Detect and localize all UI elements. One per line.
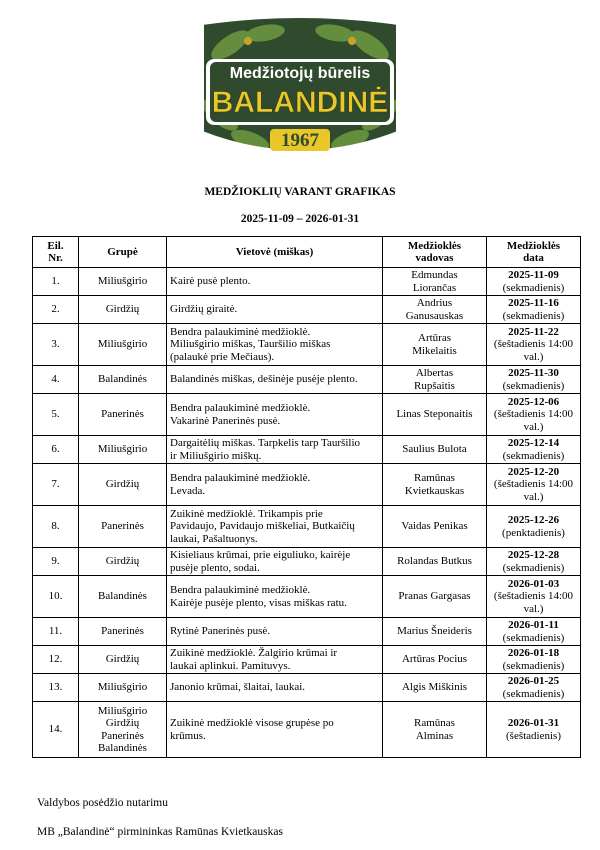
row-number: 9.	[33, 548, 79, 576]
row-location: Zuikinė medžioklė. Trikampis prie Pavidaujo, Pavidaujo miškeliai, Butkaičių laukai, Pašaltuonys.	[167, 506, 383, 548]
row-group: Girdžių	[79, 646, 167, 674]
document-title: MEDŽIOKLIŲ VARANT GRAFIKAS	[204, 186, 396, 198]
row-leader: Ramūnas Kvietkauskas	[383, 464, 487, 506]
header-group: Grupė	[79, 237, 167, 268]
row-leader: Linas Steponaitis	[383, 394, 487, 436]
row-location: Bendra palaukiminė medžioklė. Miliušgirio miškas, Tauršilio miškas (palaukė prie Mečiaus).	[167, 324, 383, 366]
row-group: Miliušgirio	[79, 324, 167, 366]
row-group: Girdžių	[79, 464, 167, 506]
table-row	[33, 436, 581, 464]
table-row	[33, 268, 581, 296]
hunt-weekday: (šeštadienis 14:00 val.)	[493, 338, 574, 363]
table-row	[33, 576, 581, 618]
table-row	[33, 366, 581, 394]
row-group: Panerinės	[79, 506, 167, 548]
hunt-date: 2025-12-06	[507, 395, 560, 408]
row-leader: Artūras Mikelaitis	[383, 324, 487, 366]
row-number: 1.	[33, 268, 79, 296]
row-leader: Ramūnas Alminas	[383, 702, 487, 758]
hunt-date: 2026-01-18	[507, 647, 560, 659]
hunt-schedule-table	[32, 236, 581, 758]
row-leader: Andrius Ganusauskas	[383, 296, 487, 324]
header-nr: Eil. Nr.	[33, 237, 79, 268]
row-leader: Vaidas Penikas	[383, 506, 487, 548]
row-leader: Marius Šneideris	[383, 618, 487, 646]
table-row	[33, 324, 581, 366]
hunt-date: 2025-12-28	[507, 549, 560, 561]
hunt-weekday: (sekmadienis)	[502, 449, 565, 462]
row-location: Bendra palaukiminė medžioklė. Levada.	[167, 464, 383, 506]
hunt-date: 2026-01-11	[508, 619, 559, 631]
row-location: Dargaitėlių miškas. Tarpkelis tarp Tauršilio ir Miliušgirio miškų.	[167, 436, 383, 464]
row-date	[487, 548, 581, 576]
footer-resolution: Valdybos posėdžio nutarimu	[37, 797, 168, 809]
row-date	[487, 702, 581, 758]
row-leader: Edmundas Liorančas	[383, 268, 487, 296]
row-location: Janonio krūmai, šlaitai, laukai.	[167, 674, 383, 702]
hunt-date: 2026-01-25	[507, 675, 560, 687]
row-group: Girdžių	[79, 548, 167, 576]
logo-line1: Medžiotojų būrelis	[229, 65, 371, 82]
row-location: Girdžių giraitė.	[167, 296, 383, 324]
row-group: Balandinės	[79, 366, 167, 394]
hunt-weekday: (šeštadienis 14:00 val.)	[493, 478, 574, 503]
hunt-weekday: (penktadienis)	[502, 526, 565, 539]
table-row	[33, 464, 581, 506]
row-number: 5.	[33, 394, 79, 436]
row-group: Miliušgirio	[79, 436, 167, 464]
row-group: Miliušgirio	[79, 674, 167, 702]
row-date	[487, 296, 581, 324]
hunt-weekday: (sekmadienis)	[502, 631, 565, 644]
document-period: 2025-11-09 – 2026-01-31	[240, 213, 360, 225]
hunt-date: 2025-12-20	[507, 465, 560, 478]
table-row	[33, 296, 581, 324]
row-group: Panerinės	[79, 618, 167, 646]
row-date	[487, 268, 581, 296]
row-leader: Rolandas Butkus	[383, 548, 487, 576]
hunt-weekday: (sekmadienis)	[502, 659, 565, 672]
footer-signature: MB „Balandinė“ pirmininkas Ramūnas Kvietkauskas	[37, 826, 283, 838]
logo-line2: BALANDINĖ	[211, 86, 389, 119]
header-date: Medžioklės data	[487, 237, 581, 268]
row-number: 3.	[33, 324, 79, 366]
hunt-date: 2025-11-09	[508, 269, 559, 281]
hunt-weekday: (sekmadienis)	[502, 687, 565, 700]
hunt-weekday: (sekmadienis)	[502, 561, 565, 574]
row-date	[487, 436, 581, 464]
row-location: Rytinė Panerinės pusė.	[167, 618, 383, 646]
hunt-date: 2025-12-14	[507, 437, 560, 449]
row-group: Miliušgirio	[79, 268, 167, 296]
table-header-row	[33, 237, 581, 268]
header-location: Vietovė (miškas)	[167, 237, 383, 268]
table-row	[33, 646, 581, 674]
hunt-date: 2025-12-26	[507, 514, 560, 526]
row-number: 6.	[33, 436, 79, 464]
row-location: Bendra palaukiminė medžioklė. Vakarinė Panerinės pusė.	[167, 394, 383, 436]
row-date	[487, 324, 581, 366]
table-row	[33, 618, 581, 646]
row-leader: Pranas Gargasas	[383, 576, 487, 618]
row-leader: Albertas Rupšaitis	[383, 366, 487, 394]
row-location: Zuikinė medžioklė visose grupėse po krūmus.	[167, 702, 383, 758]
row-group: Panerinės	[79, 394, 167, 436]
row-number: 2.	[33, 296, 79, 324]
club-logo	[190, 15, 410, 165]
row-number: 12.	[33, 646, 79, 674]
row-number: 8.	[33, 506, 79, 548]
table-row	[33, 702, 581, 758]
row-leader: Saulius Bulota	[383, 436, 487, 464]
hunt-weekday: (sekmadienis)	[502, 309, 565, 322]
row-date	[487, 646, 581, 674]
logo-year: 1967	[281, 130, 319, 151]
table-row	[33, 548, 581, 576]
row-date	[487, 464, 581, 506]
hunt-weekday: (sekmadienis)	[502, 379, 565, 392]
row-group: Miliušgirio Girdžių Panerinės Balandinės	[79, 702, 167, 758]
row-group: Balandinės	[79, 576, 167, 618]
row-number: 13.	[33, 674, 79, 702]
row-number: 11.	[33, 618, 79, 646]
row-number: 14.	[33, 702, 79, 758]
hunt-weekday: (šeštadienis 14:00 val.)	[493, 408, 574, 433]
row-number: 4.	[33, 366, 79, 394]
row-leader: Algis Miškinis	[383, 674, 487, 702]
row-group: Girdžių	[79, 296, 167, 324]
hunt-weekday: (šeštadienis)	[506, 729, 561, 742]
row-location: Zuikinė medžioklė. Žalgirio krūmai ir laukai aplinkui. Pamituvys.	[167, 646, 383, 674]
hunt-date: 2025-11-30	[508, 367, 559, 379]
row-date	[487, 506, 581, 548]
row-date	[487, 618, 581, 646]
row-location: Balandinės miškas, dešinėje pusėje plento.	[167, 366, 383, 394]
row-location: Bendra palaukiminė medžioklė. Kairėje pusėje plento, visas miškas ratu.	[167, 576, 383, 618]
header-leader: Medžioklės vadovas	[383, 237, 487, 268]
row-date	[487, 674, 581, 702]
table-row	[33, 674, 581, 702]
row-date	[487, 576, 581, 618]
row-number: 7.	[33, 464, 79, 506]
hunt-date: 2026-01-31	[507, 717, 560, 729]
row-leader: Artūras Pocius	[383, 646, 487, 674]
row-number: 10.	[33, 576, 79, 618]
hunt-date: 2026-01-03	[507, 577, 560, 590]
row-date	[487, 366, 581, 394]
table-row	[33, 506, 581, 548]
hunt-date: 2025-11-16	[508, 297, 559, 309]
row-location: Kisieliaus krūmai, prie eiguliuko, kairėje pusėje plento, sodai.	[167, 548, 383, 576]
table-row	[33, 394, 581, 436]
hunt-weekday: (sekmadienis)	[502, 281, 565, 294]
row-location: Kairė pusė plento.	[167, 268, 383, 296]
hunt-weekday: (šeštadienis 14:00 val.)	[493, 590, 574, 615]
row-date	[487, 394, 581, 436]
hunt-date: 2025-11-22	[508, 325, 559, 338]
